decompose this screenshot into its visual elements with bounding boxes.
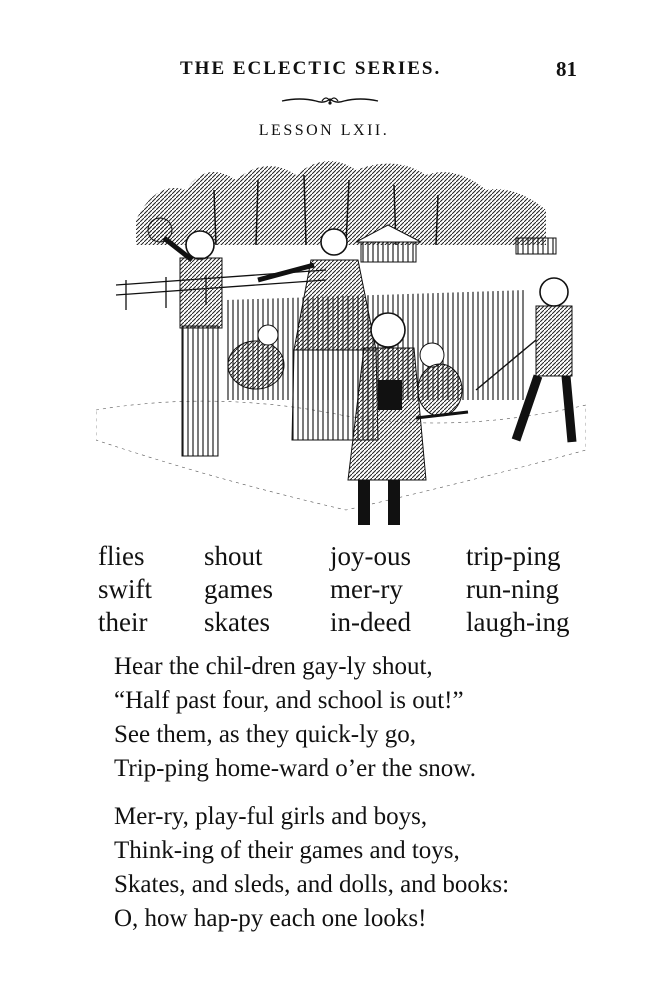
vocab-word: skates xyxy=(204,607,270,637)
vocab-word: swift xyxy=(98,574,152,604)
vocab-word: shout xyxy=(204,541,263,571)
vocab-word: mer-ry xyxy=(330,574,403,604)
vocabulary-row xyxy=(98,540,618,573)
vocabulary-table xyxy=(98,540,618,639)
vocabulary-row xyxy=(98,606,618,639)
vocab-word: flies xyxy=(98,541,145,571)
engraving-children-leaving-school-in-snow-icon xyxy=(96,150,586,550)
poem-line: “Half past four, and school is out!” xyxy=(114,687,464,714)
poem-line: Mer-ry, play-ful girls and boys, xyxy=(114,803,428,830)
vocab-word: in-deed xyxy=(330,607,411,637)
poem-line: See them, as they quick-ly go, xyxy=(114,721,417,748)
vocab-word: trip-ping xyxy=(466,541,561,571)
series-title: THE ECLECTIC SERIES. xyxy=(180,58,442,79)
poem-line: O, how hap-py each one looks! xyxy=(114,905,427,932)
vocab-word: joy-ous xyxy=(330,541,411,571)
vocabulary-row xyxy=(98,573,618,606)
poem-line: Skates, and sleds, and dolls, and books: xyxy=(114,871,510,898)
poem-line: Hear the chil-dren gay-ly shout, xyxy=(114,653,433,680)
poem-line: Trip-ping home-ward o’er the snow. xyxy=(114,755,476,782)
vocab-word: games xyxy=(204,574,273,604)
poem-line: Think-ing of their games and toys, xyxy=(114,837,460,864)
vocab-word: their xyxy=(98,607,148,637)
poem-stanza-2 xyxy=(114,800,624,936)
lesson-title: LESSON LXII. xyxy=(258,122,390,139)
vocab-word: run-ning xyxy=(466,574,559,604)
page-number: 81 xyxy=(556,57,577,81)
divider-ornament-icon xyxy=(280,94,380,108)
vocab-word: laugh-ing xyxy=(466,607,570,637)
poem-stanza-1 xyxy=(114,650,624,786)
running-header xyxy=(0,58,648,88)
